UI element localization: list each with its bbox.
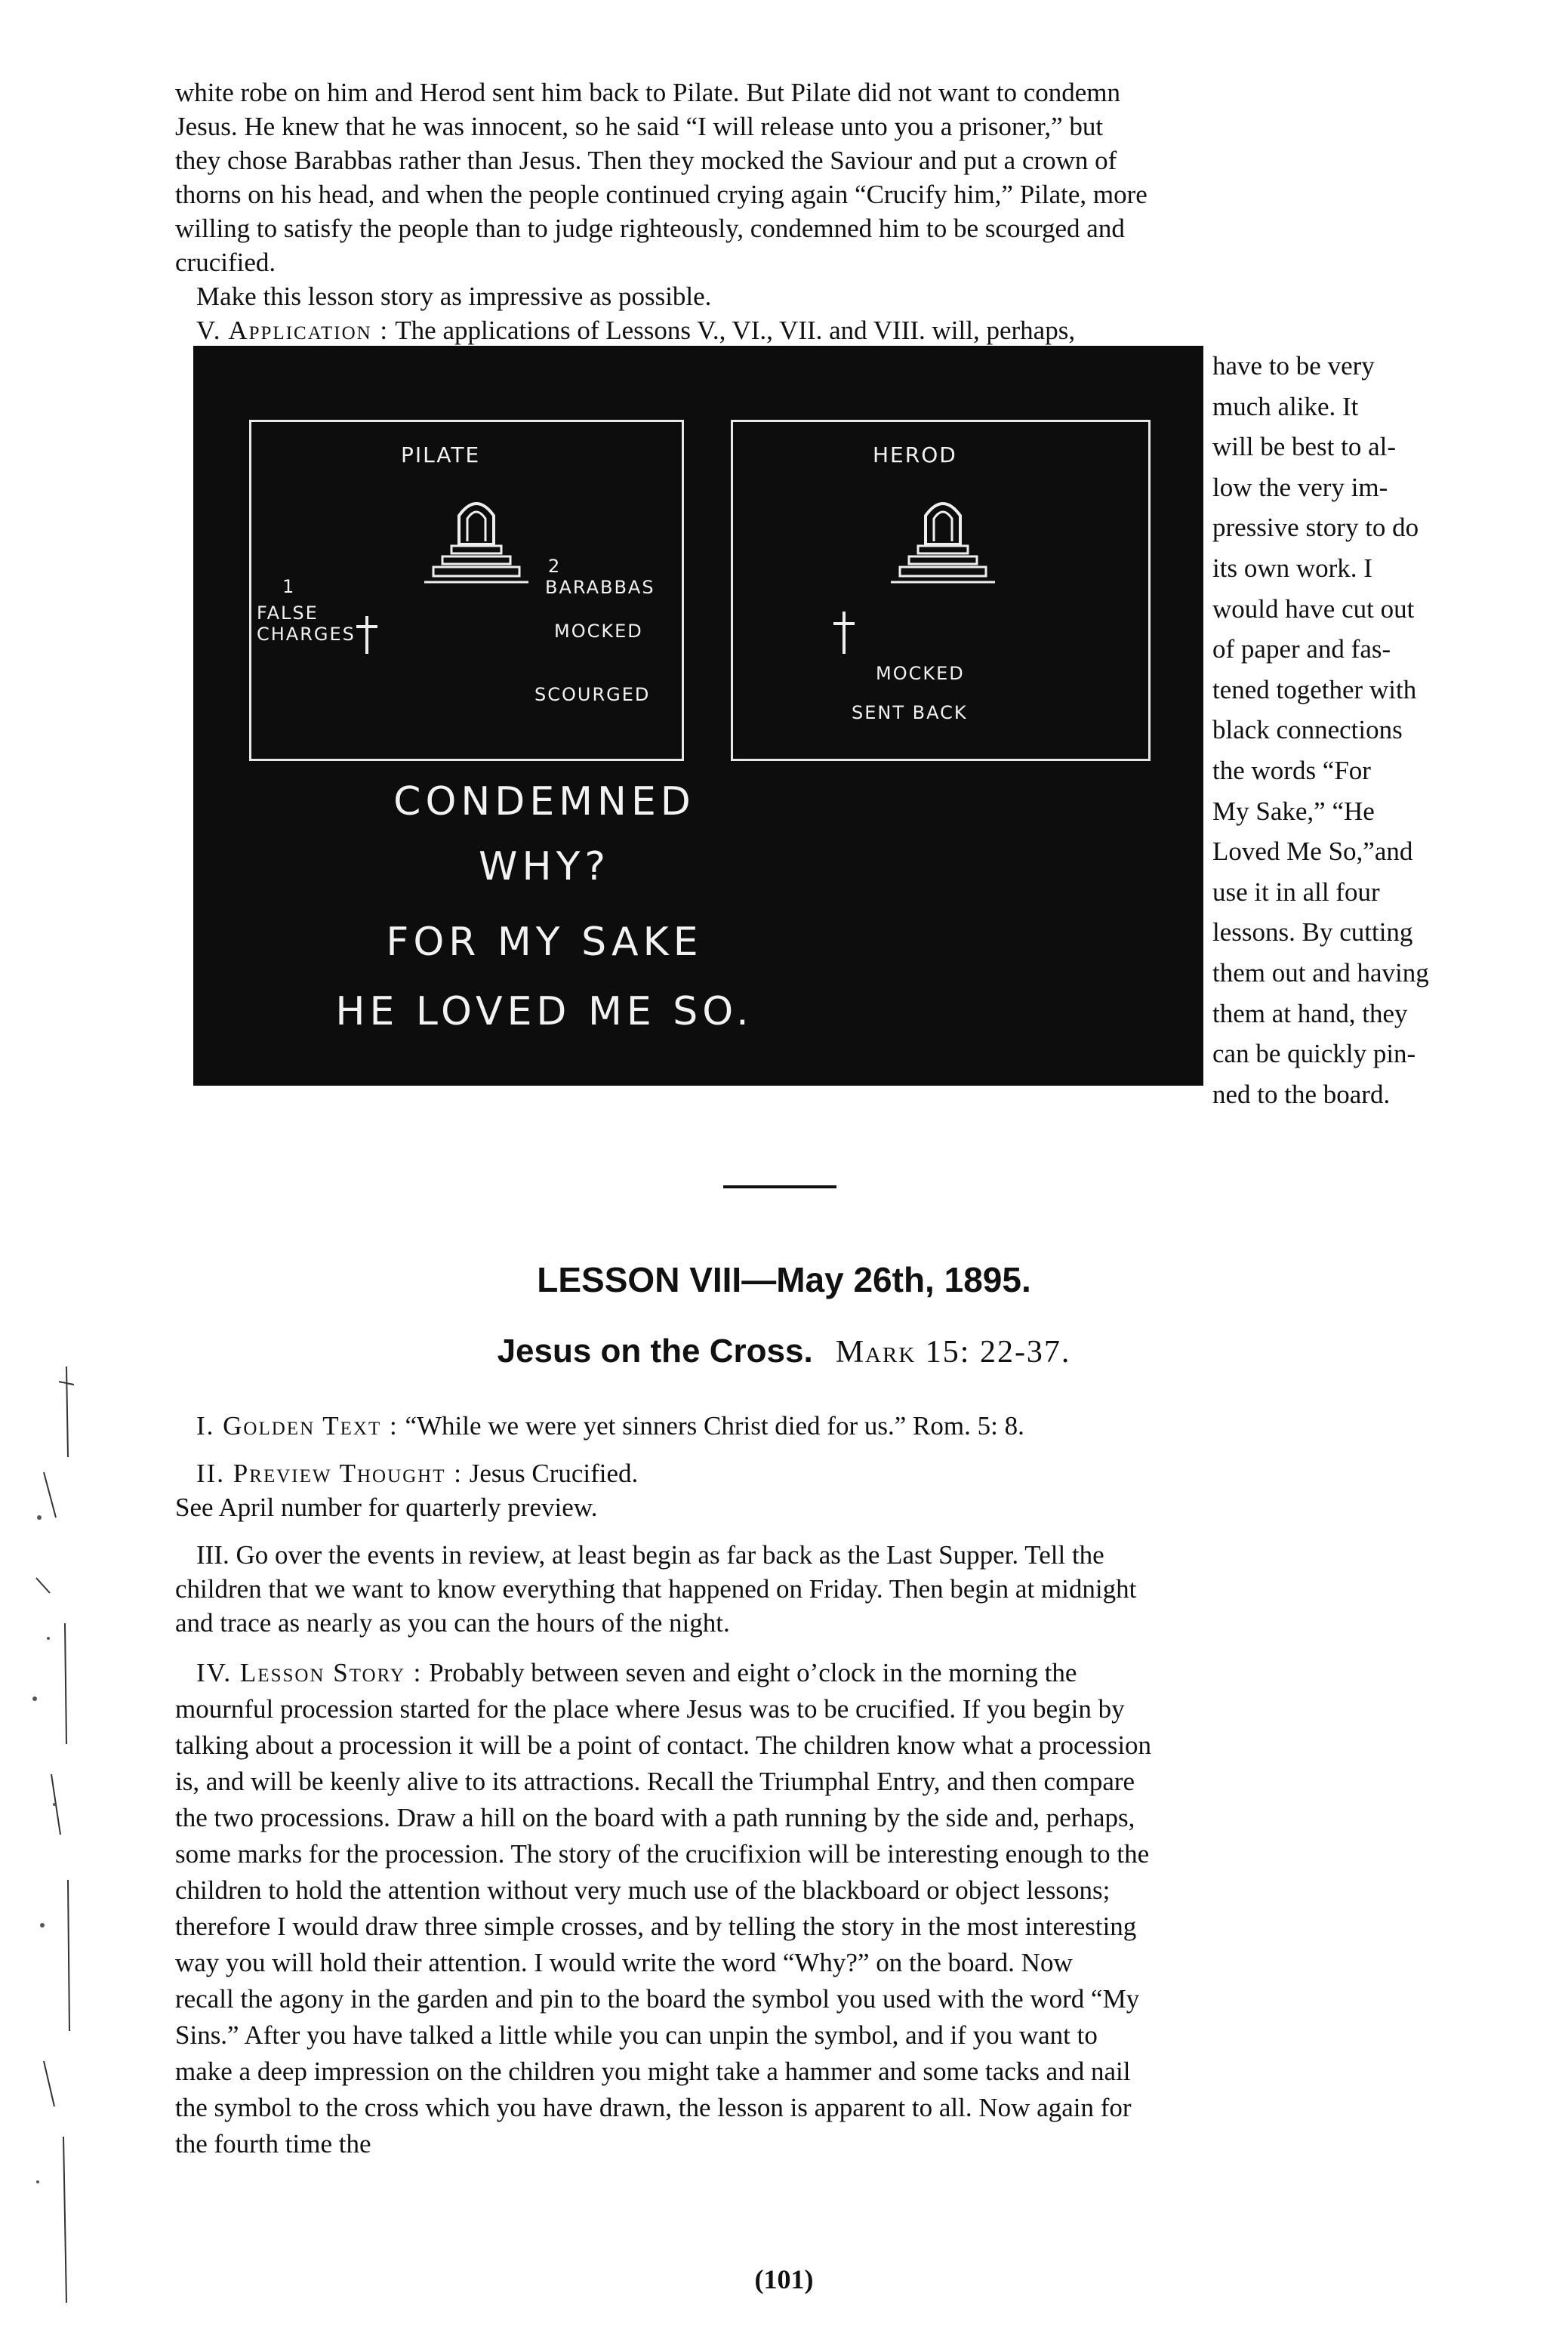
caption-why: WHY?: [479, 844, 610, 889]
text-line: and trace as nearly as you can the hours of the night.: [175, 1608, 730, 1638]
caption-condemned: CONDEMNED: [393, 779, 695, 824]
caption-he-loved: HE LOVED ME SO.: [335, 989, 753, 1034]
story-label: IV. Lesson Story :: [196, 1658, 423, 1687]
text-line: Sins.” After you have talked a little while you can unpin the symbol, and if you want to: [175, 2020, 1098, 2050]
text-line: the words “For: [1212, 755, 1371, 785]
blackboard-illustration: [193, 346, 1203, 1086]
text-line: recall the agony in the garden and pin to the board the symbol you used with the word “My: [175, 1984, 1140, 2014]
text-line: thorns on his head, and when the people continued crying again “Crucify him,” Pilate, more: [175, 180, 1148, 209]
text-line: pressive story to do: [1212, 513, 1419, 543]
text-line: tened together with: [1212, 674, 1417, 704]
lesson-reference: Mark 15: 22-37.: [835, 1335, 1071, 1370]
text-line: can be quickly pin-: [1212, 1039, 1416, 1069]
label-charges: CHARGES: [257, 624, 356, 645]
pilate-title: PILATE: [401, 442, 481, 467]
text-line: they chose Barabbas rather than Jesus. Then they mocked the Saviour and put a crown of: [175, 146, 1117, 175]
lesson-body: [175, 1409, 1496, 2162]
text-line: therefore I would draw three simple crosses, and by telling the story in the most interesting: [175, 1912, 1137, 1941]
herod-title: HEROD: [873, 442, 957, 467]
text-line: children to hold the attention without very much use of the blackboard or object lessons;: [175, 1875, 1111, 1905]
text-line: its own work. I: [1212, 553, 1372, 583]
text-line: black connections: [1212, 715, 1403, 745]
text-line: My Sake,” “He: [1212, 796, 1375, 826]
text-line: them out and having: [1212, 957, 1429, 988]
text-line: is, and will be keenly alive to its attractions. Recall the Triumphal Entry, and then compare: [175, 1767, 1135, 1796]
label-sent-back: SENT BACK: [852, 702, 968, 723]
golden-text-label: I. Golden Text :: [196, 1411, 399, 1441]
caption-for-my-sake: FOR MY SAKE: [386, 920, 703, 965]
label-num-1: 1: [282, 576, 296, 597]
text-line: of paper and fas-: [1212, 634, 1391, 664]
text-line: ned to the board.: [1212, 1079, 1391, 1109]
text-line: crucified.: [175, 248, 276, 277]
preview-thought: [175, 1456, 1496, 1490]
lesson-topic: Jesus on the Cross.: [497, 1333, 813, 1370]
preview-label: II. Preview Thought :: [196, 1459, 463, 1488]
label-mocked-right: MOCKED: [876, 663, 965, 684]
golden-text: [175, 1409, 1496, 1443]
text-line: Jesus. He knew that he was innocent, so he said “I will release unto you a prisoner,” but: [175, 112, 1104, 141]
application-side-text: [1212, 346, 1496, 1114]
text-line: III. Go over the events in review, at least begin as far back as the Last Supper. Tell the: [196, 1540, 1104, 1570]
story-line: [175, 1655, 1496, 1691]
text-line: would have cut out: [1212, 593, 1415, 624]
label-num-2: 2: [548, 556, 562, 577]
story-first: Probably between seven and eight o’clock in the morning the: [429, 1658, 1077, 1687]
throne-icon: [420, 485, 533, 599]
application-heading: V. Application :: [196, 316, 390, 345]
top-paragraph: [175, 75, 1496, 347]
text-line: willing to satisfy the people than to judge righteously, condemned him to be scourged and: [175, 214, 1125, 243]
text-line: mournful procession started for the place where Jesus was to be crucified. If you begin by: [175, 1694, 1125, 1724]
lesson-subtitle: [0, 1333, 1568, 1370]
label-barabbas: BARABBAS: [545, 577, 655, 598]
application-line: [175, 313, 1496, 347]
lesson-note: Make this lesson story as impressive as possible.: [196, 282, 712, 311]
cross-icon: [352, 615, 382, 655]
text-line: use it in all four: [1212, 877, 1380, 907]
page-number: (101): [754, 2264, 814, 2294]
scan-edge-artifact: [21, 1351, 82, 2325]
text-line: the two processions. Draw a hill on the board with a path running by the side and, perhaps,: [175, 1803, 1135, 1832]
application-text: The applications of Lessons V., VI., VII. and VIII. will, perhaps,: [395, 316, 1076, 345]
label-false: FALSE: [257, 602, 319, 624]
golden-text-value: “While we were yet sinners Christ died for us.” Rom. 5: 8.: [405, 1411, 1024, 1441]
label-mocked-left: MOCKED: [554, 621, 643, 642]
section-divider: [723, 1185, 836, 1188]
text-line: lessons. By cutting: [1212, 917, 1413, 948]
text-line: white robe on him and Herod sent him back to Pilate. But Pilate did not want to condemn: [175, 78, 1121, 107]
text-line: children that we want to know everything that happened on Friday. Then begin at midnight: [175, 1574, 1137, 1604]
text-line: some marks for the procession. The story of the crucifixion will be interesting enough to the: [175, 1839, 1150, 1869]
text-line: will be best to al-: [1212, 432, 1397, 462]
label-scourged: SCOURGED: [534, 684, 651, 705]
preview-value: Jesus Crucified.: [469, 1459, 639, 1488]
throne-icon: [886, 485, 1000, 599]
text-line: the fourth time the: [175, 2129, 371, 2159]
preview-note: See April number for quarterly preview.: [175, 1493, 598, 1522]
text-line: low the very im-: [1212, 472, 1388, 502]
text-line: Loved Me So,”and: [1212, 837, 1413, 867]
cross-icon: [829, 610, 859, 655]
lesson-title: LESSON VIII—May 26th, 1895.: [537, 1260, 1031, 1299]
text-line: them at hand, they: [1212, 998, 1408, 1028]
text-line: way you will hold their attention. I would write the word “Why?” on the board. Now: [175, 1948, 1073, 1977]
text-line: have to be very: [1212, 351, 1375, 381]
text-line: make a deep impression on the children you might take a hammer and some tacks and nail: [175, 2057, 1131, 2086]
text-line: much alike. It: [1212, 391, 1359, 421]
text-line: the symbol to the cross which you have drawn, the lesson is apparent to all. Now again for: [175, 2093, 1132, 2122]
text-line: talking about a procession it will be a point of contact. The children know what a procession: [175, 1730, 1152, 1760]
